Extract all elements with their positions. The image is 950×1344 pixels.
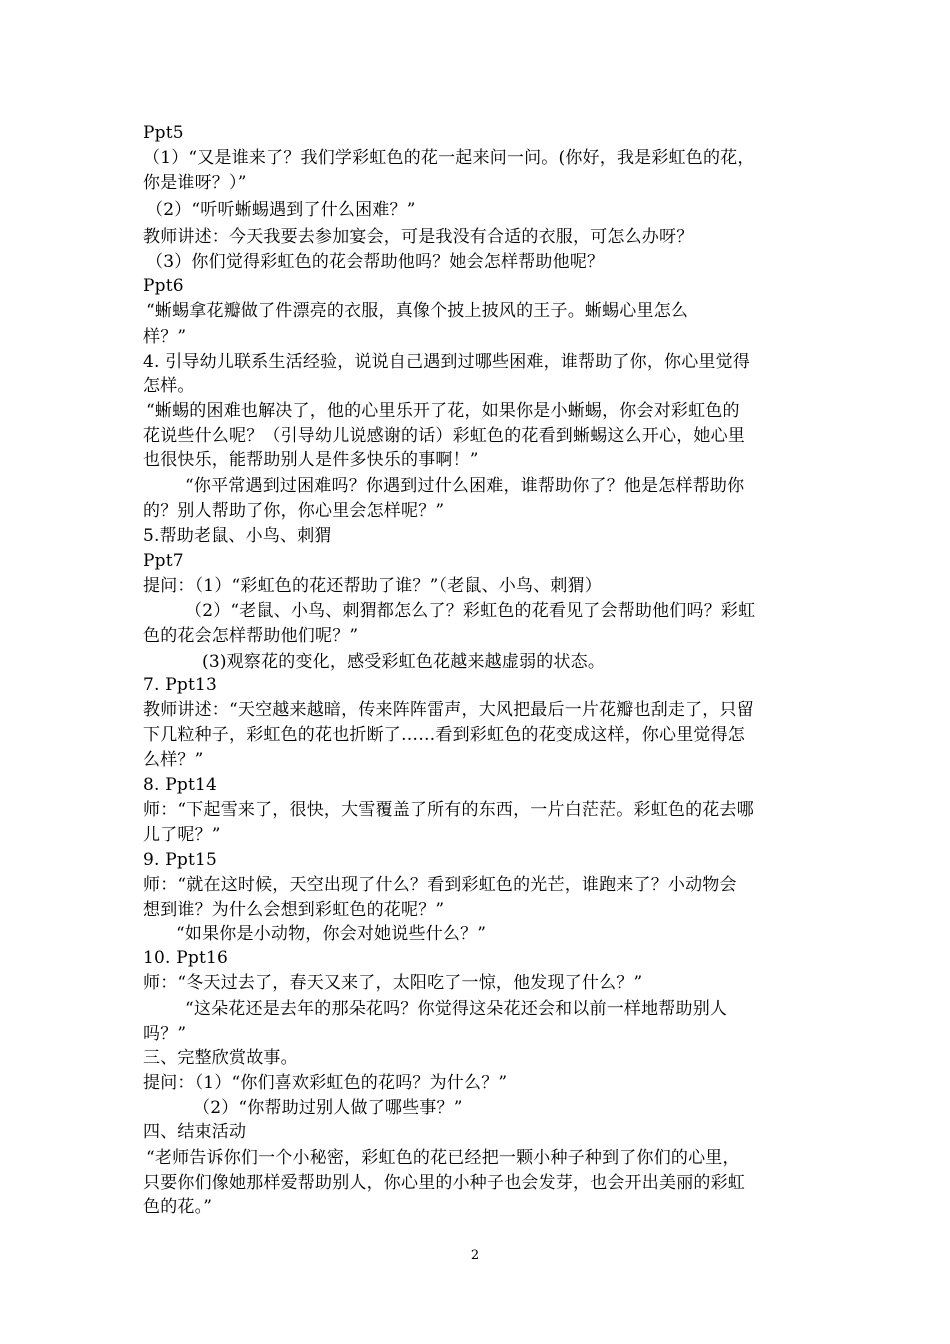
text-line: “如果你是小动物，你会对她说些什么？” xyxy=(176,924,487,944)
text-line: 4. 引导幼儿联系生活经验，说说自己遇到过哪些困难，谁帮助了你，你心里觉得 xyxy=(143,352,751,372)
text-line: “蜥蜴的困难也解决了，他的心里乐开了花，如果你是小蜥蜴，你会对彩虹色的 xyxy=(146,401,740,421)
text-line: 9. Ppt15 xyxy=(143,850,218,870)
text-line: 教师讲述：今天我要去参加宴会，可是我没有合适的衣服，可怎么办呀？ xyxy=(143,227,694,247)
text-line: 样？” xyxy=(143,327,187,347)
text-line: 吗？” xyxy=(143,1024,187,1044)
text-line: “这朵花还是去年的那朵花吗？你觉得这朵花还会和以前一样地帮助别人 xyxy=(185,999,728,1019)
text-line: “你平常遇到过困难吗？你遇到过什么困难，谁帮助你了？他是怎样帮助你 xyxy=(185,476,745,496)
text-line: 7. Ppt13 xyxy=(143,675,218,695)
text-line: 师：“下起雪来了，很快，大雪覆盖了所有的东西，一片白茫茫。彩虹色的花去哪 xyxy=(143,800,754,820)
text-line: Ppt6 xyxy=(143,276,184,296)
text-line: （2）“老鼠、小鸟、刺猬都怎么了？彩虹色的花看见了会帮助他们吗？彩虹 xyxy=(185,601,756,621)
text-line: 三、完整欣赏故事。 xyxy=(143,1048,298,1068)
text-line: （1）“又是谁来了？我们学彩虹色的花一起来问一问。(你好，我是彩虹色的花， xyxy=(143,148,755,168)
text-line: 花说些什么呢？（引导幼儿说感谢的话）彩虹色的花看到蜥蜴这么开心，她心里 xyxy=(143,426,745,446)
text-line: 只要你们像她那样爱帮助别人，你心里的小种子也会发芽，也会开出美丽的彩虹 xyxy=(143,1173,745,1193)
text-line: （2）“听听蜥蜴遇到了什么困难？” xyxy=(146,200,416,220)
text-line: 师：“就在这时候，天空出现了什么？看到彩虹色的光芒，谁跑来了？小动物会 xyxy=(143,875,737,895)
text-line: (3)观察花的变化，感受彩虹色花越来越虚弱的状态。 xyxy=(202,652,606,672)
text-line: 怎样。 xyxy=(143,376,195,396)
text-line: 的？别人帮助了你，你心里会怎样呢？” xyxy=(143,501,445,521)
page-number: 2 xyxy=(470,1248,480,1263)
text-line: “老师告诉你们一个小秘密，彩虹色的花已经把一颗小种子种到了你们的心里， xyxy=(146,1148,740,1168)
text-line: 么样？” xyxy=(143,750,204,770)
text-line: 儿了呢？” xyxy=(143,825,221,845)
text-line: 色的花。” xyxy=(143,1197,213,1217)
text-line: （2）“你帮助过别人做了哪些事？” xyxy=(193,1098,463,1118)
text-line: 想到谁？为什么会想到彩虹色的花呢？” xyxy=(143,900,445,920)
text-line: Ppt5 xyxy=(143,123,184,143)
text-line: （3）你们觉得彩虹色的花会帮助他吗？她会怎样帮助他呢？ xyxy=(146,252,605,272)
text-line: 8. Ppt14 xyxy=(143,775,218,795)
text-line: Ppt7 xyxy=(143,551,184,571)
text-line: 下几粒种子，彩虹色的花也折断了……看到彩虹色的花变成这样，你心里觉得怎 xyxy=(143,725,745,745)
text-line: 提问：（1）“你们喜欢彩虹色的花吗？为什么？” xyxy=(143,1073,508,1093)
text-line: 提问：（1）“彩虹色的花还帮助了谁？”（老鼠、小鸟、刺猬） xyxy=(143,576,602,596)
text-line: 也很快乐，能帮助别人是件多快乐的事啊！” xyxy=(143,450,479,470)
text-line: 5.帮助老鼠、小鸟、刺猬 xyxy=(143,526,332,546)
text-line: 你是谁呀？）” xyxy=(143,173,247,193)
text-line: 教师讲述：“天空越来越暗，传来阵阵雷声，大风把最后一片花瓣也刮走了，只留 xyxy=(143,700,754,720)
text-line: 四、结束活动 xyxy=(143,1122,247,1142)
text-line: 色的花会怎样帮助他们呢？” xyxy=(143,626,359,646)
text-line: 10. Ppt16 xyxy=(143,948,229,968)
text-line: “蜥蜴拿花瓣做了件漂亮的衣服，真像个披上披风的王子。蜥蜴心里怎么 xyxy=(146,301,689,321)
text-line: 师：“冬天过去了，春天又来了，太阳吃了一惊，他发现了什么？” xyxy=(143,973,643,993)
